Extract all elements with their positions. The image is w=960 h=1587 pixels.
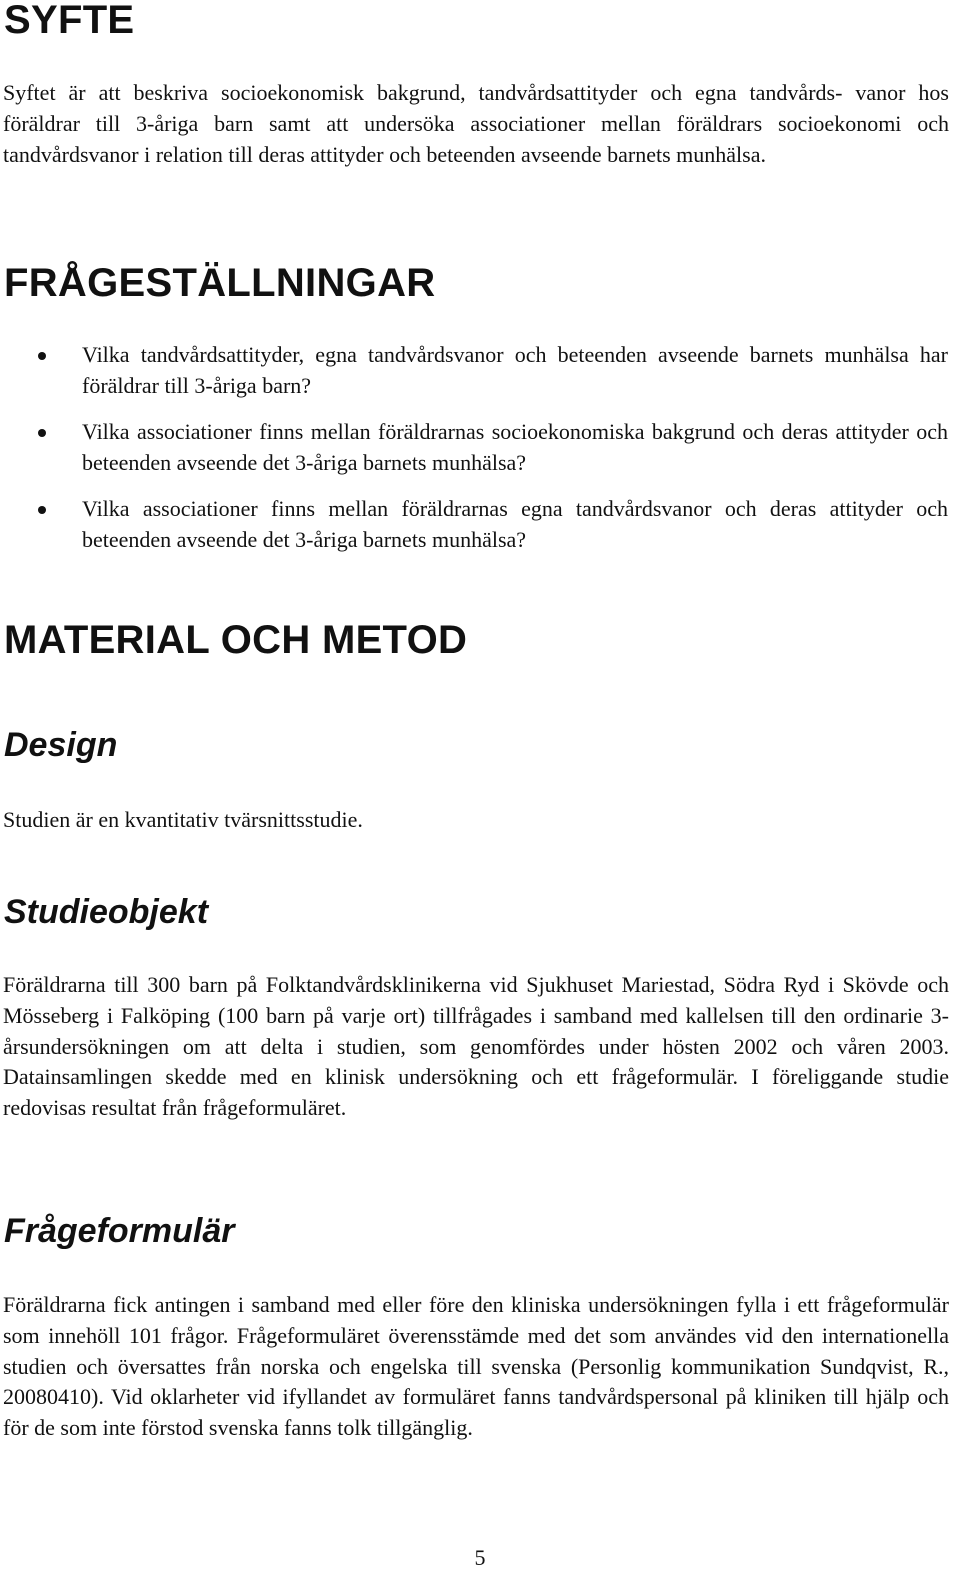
heading-frageformular: Frågeformulär <box>4 1212 235 1250</box>
paragraph-syfte: Syftet är att beskriva socioekonomisk bakgrund, tandvårdsattityder och egna tandvårds- vanor hos föräldrar till 3-åriga barn samt att undersöka associationer mellan föräldrars socioekonomi och tandvårdsvanor i relation till deras attityder och beteenden avseende barnets munhälsa. <box>3 80 949 167</box>
question-item <box>0 417 948 478</box>
bullet-icon <box>38 506 46 514</box>
heading-studieobjekt: Studieobjekt <box>4 893 209 931</box>
question-item <box>0 494 948 555</box>
heading-fragestallningar: FRÅGESTÄLLNINGAR <box>4 261 436 305</box>
question-text: Vilka associationer finns mellan föräldrarnas socioekonomiska bakgrund och deras attityder och beteenden avseende det 3-åriga barnets munhälsa? <box>82 419 948 475</box>
page-number: 5 <box>474 1545 486 1570</box>
paragraph-studieobjekt: Föräldrarna till 300 barn på Folktandvårdsklinikerna vid Sjukhuset Mariestad, Södra Ryd i Skövde och Mösseberg i Falköping (100 barn på varje ort) tillfrågades i samband med kallelsen till den ordinarie 3-årsundersökningen om att delta i studien, som genomfördes under hösten 2002 och våren 2003. Datainsamlingen skedde med en klinisk undersökning och ett frågeformulär. I föreliggande studie redovisas resultat från frågeformuläret. <box>3 972 949 1121</box>
question-text: Vilka tandvårdsattityder, egna tandvårdsvanor och beteenden avseende barnets munhälsa har föräldrar till 3-åriga barn? <box>82 342 948 398</box>
bullet-icon <box>38 352 46 360</box>
heading-syfte: SYFTE <box>4 0 135 42</box>
paragraph-frageformular: Föräldrarna fick antingen i samband med eller före den kliniska undersökningen fylla i ett frågeformulär som innehöll 101 frågor. Frågeformuläret överensstämde med det som användes vid den internationella studien och översattes från norska och engelska till svenska (Personlig kommunikation Sundqvist, R., 20080410). Vid oklarheter vid ifyllandet av formuläret fanns tandvårdspersonal på kliniken till hjälp och för de som inte förstod svenska fanns tolk tillgänglig. <box>3 1292 949 1441</box>
question-item <box>0 340 948 401</box>
question-text: Vilka associationer finns mellan föräldrarnas egna tandvårdsvanor och deras attityder och beteenden avseende det 3-åriga barnets munhälsa? <box>82 496 948 552</box>
heading-design: Design <box>4 726 118 764</box>
paragraph-design: Studien är en kvantitativ tvärsnittsstudie. <box>3 807 363 832</box>
bullet-icon <box>38 429 46 437</box>
heading-material-och-metod: MATERIAL OCH METOD <box>4 618 468 662</box>
question-list <box>0 340 960 571</box>
